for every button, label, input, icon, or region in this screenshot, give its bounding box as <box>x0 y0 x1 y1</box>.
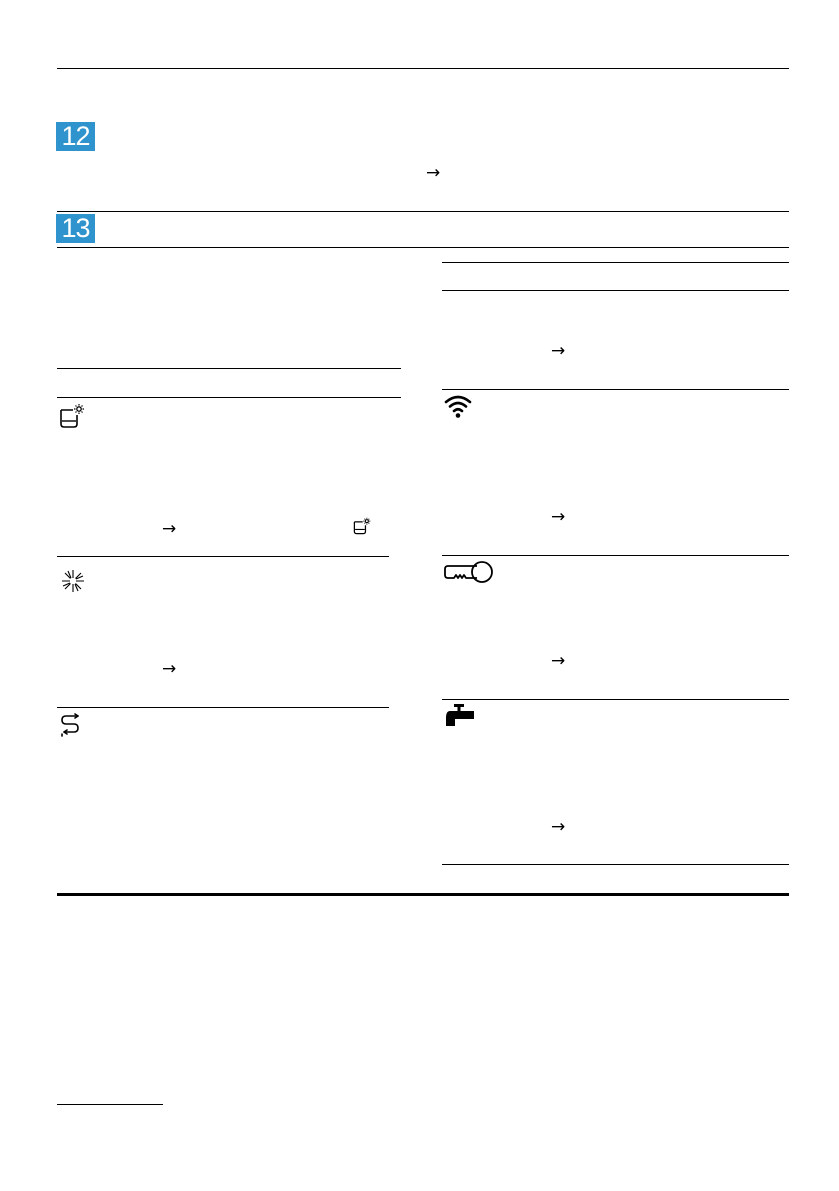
water-tap-icon <box>444 703 476 729</box>
header-rule <box>57 68 789 69</box>
rinse-aid-refill-icon <box>353 517 371 535</box>
arrow-icon: → <box>551 817 566 837</box>
salt-refill-icon <box>61 569 85 593</box>
left-row-rule-1 <box>57 556 389 557</box>
left-table-header-rule-1 <box>57 368 401 369</box>
remote-start-key-icon <box>443 559 493 587</box>
section-13-top-rule <box>57 211 789 212</box>
arrow-icon: → <box>551 341 566 361</box>
arrow-icon: → <box>162 519 177 539</box>
rinse-aid-refill-icon <box>59 403 85 429</box>
right-row-rule-1 <box>442 389 789 390</box>
right-row-rule-3 <box>442 699 789 700</box>
machine-care-icon <box>59 713 83 739</box>
right-row-rule-4 <box>442 864 789 865</box>
section-badge-13: 13 <box>56 214 95 243</box>
right-table-header-rule-1 <box>442 262 789 263</box>
wifi-icon <box>444 393 472 419</box>
section-end-rule <box>57 893 789 896</box>
arrow-icon: → <box>162 659 177 679</box>
left-row-rule-2 <box>57 707 389 708</box>
right-row-rule-2 <box>442 555 789 556</box>
arrow-icon: → <box>551 507 566 527</box>
right-table-header-rule-2 <box>442 290 789 291</box>
left-table-header-rule-2 <box>57 397 401 398</box>
arrow-icon: → <box>551 651 566 671</box>
section-13-bottom-rule <box>57 247 789 248</box>
footnote-rule <box>57 1104 163 1105</box>
section-badge-12: 12 <box>56 122 95 151</box>
arrow-icon: → <box>426 163 441 183</box>
